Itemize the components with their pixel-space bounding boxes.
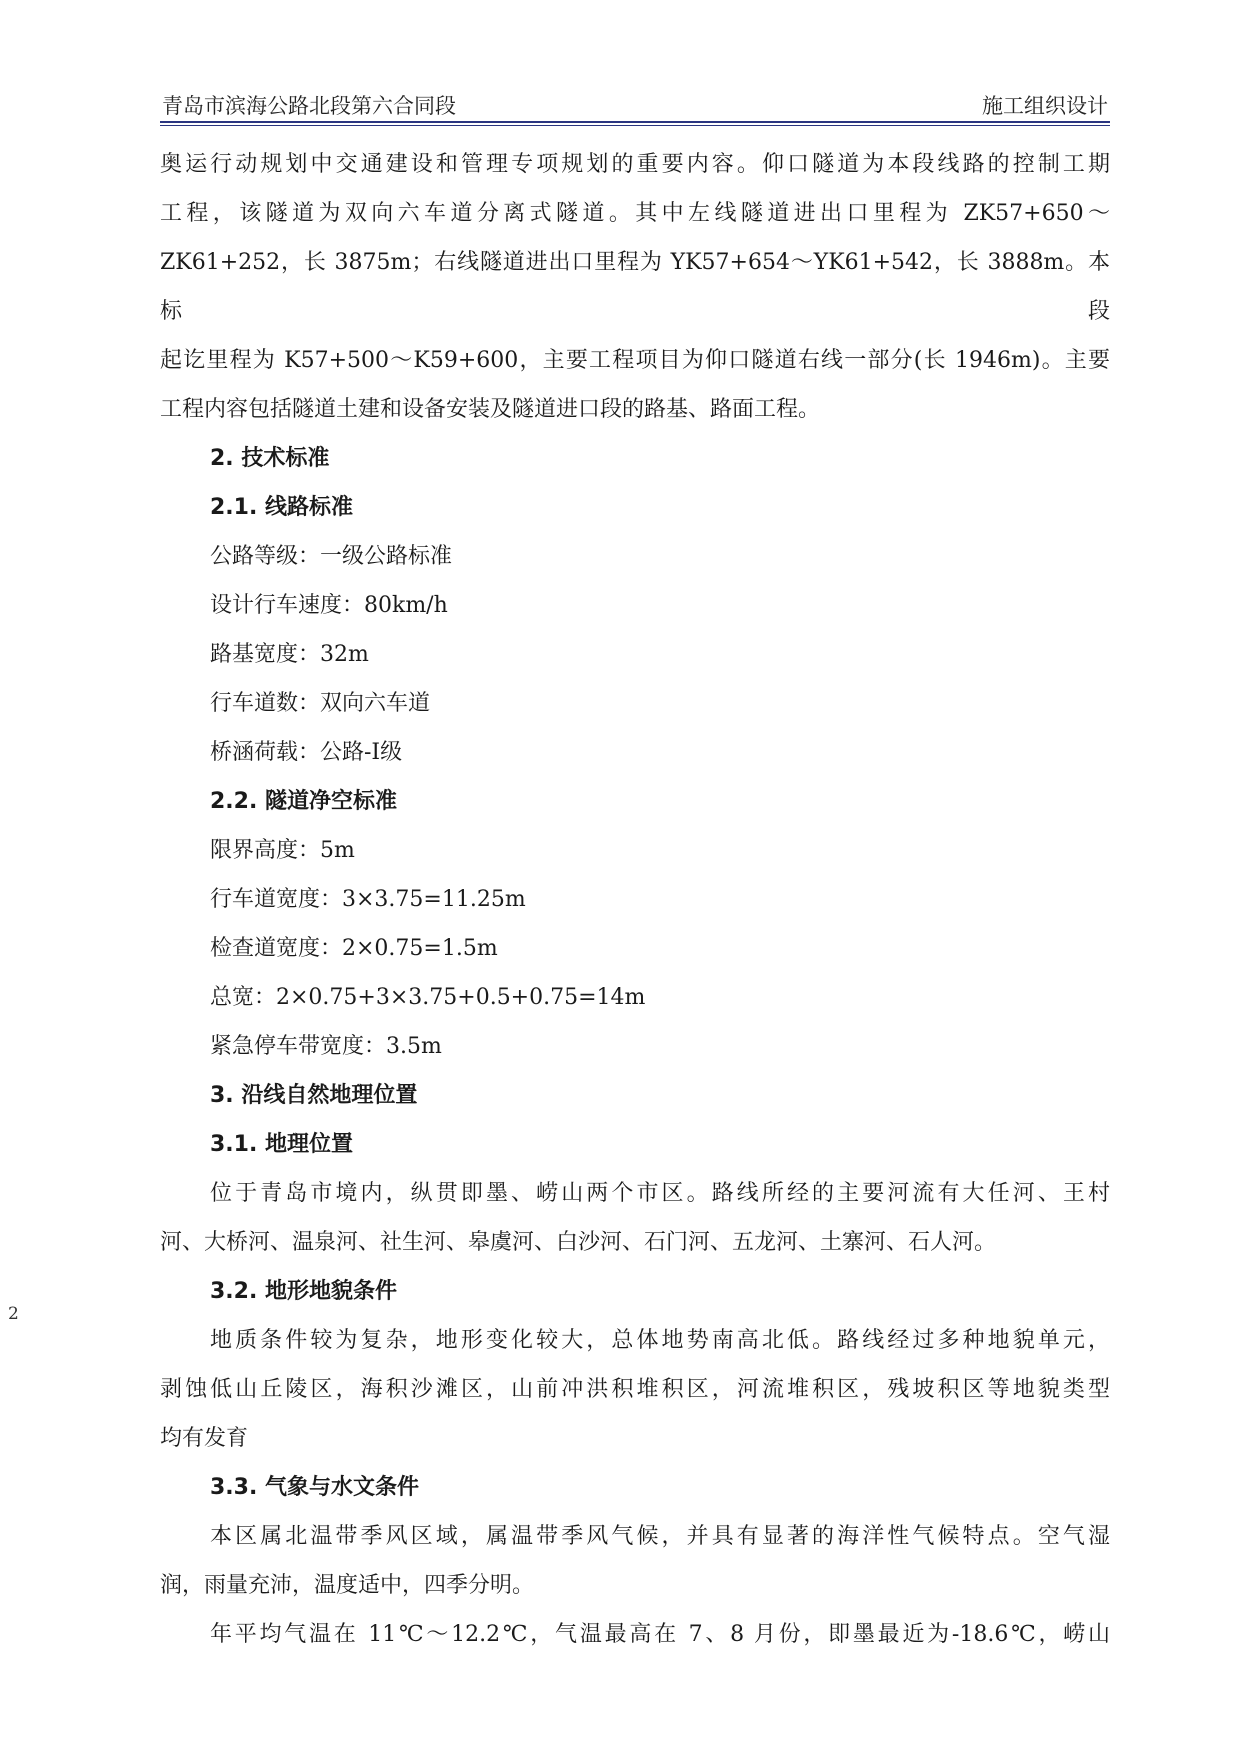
section-heading-3-3: 3.3. 气象与水文条件 — [210, 1475, 419, 1500]
spec-item: 行车道宽度：3×3.75=11.25m — [210, 887, 526, 912]
section-heading-3-1: 3.1. 地理位置 — [210, 1132, 353, 1157]
paragraph-line: 均有发育 — [160, 1426, 249, 1451]
spec-item: 限界高度：5m — [210, 838, 355, 863]
section-heading-2-2: 2.2. 隧道净空标准 — [210, 789, 397, 814]
header-doc-type: 施工组织设计 — [982, 94, 1108, 118]
spec-item: 桥涵荷载：公路-Ⅰ级 — [210, 740, 403, 765]
intro-line: 工程内容包括隧道土建和设备安装及隧道进口段的路基、路面工程。 — [160, 397, 821, 422]
spec-item: 公路等级：一级公路标准 — [210, 544, 453, 569]
spec-item: 行车道数：双向六车道 — [210, 691, 431, 716]
spec-item: 紧急停车带宽度：3.5m — [210, 1034, 442, 1059]
document-body — [160, 140, 1110, 1659]
page-number: 2 — [8, 1304, 19, 1324]
intro-line: 奥运行动规划中交通建设和管理专项规划的重要内容。仰口隧道为本段线路的控制工期 — [160, 152, 1110, 177]
page-header — [160, 86, 1110, 122]
paragraph-line: 剥蚀低山丘陵区，海积沙滩区，山前冲洪积堆积区，河流堆积区，残坡积区等地貌类型 — [160, 1377, 1110, 1402]
section-heading-2-1: 2.1. 线路标准 — [210, 495, 353, 520]
header-rule-thin — [160, 125, 1110, 126]
paragraph-line: 河、大桥河、温泉河、社生河、皋虞河、白沙河、石门河、五龙河、土寨河、石人河。 — [160, 1230, 997, 1255]
paragraph-line: 年平均气温在 11℃～12.2℃，气温最高在 7、8 月份，即墨最近为-18.6℃，崂山 — [210, 1622, 1110, 1647]
paragraph-line: 本区属北温带季风区域，属温带季风气候，并具有显著的海洋性气候特点。空气湿 — [210, 1524, 1110, 1549]
intro-line: 起讫里程为 K57+500～K59+600，主要工程项目为仰口隧道右线一部分(长 1946m)。主要 — [160, 348, 1110, 373]
spec-item: 检查道宽度：2×0.75=1.5m — [210, 936, 498, 961]
spec-item: 设计行车速度：80km/h — [210, 593, 448, 618]
intro-line: ZK61+252，长 3875m；右线隧道进出口里程为 YK57+654～YK61+542，长 3888m。本标段 — [160, 250, 1110, 324]
section-heading-3: 3. 沿线自然地理位置 — [210, 1083, 418, 1108]
section-heading-2: 2. 技术标准 — [210, 446, 330, 471]
spec-item: 总宽：2×0.75+3×3.75+0.5+0.75=14m — [210, 985, 646, 1010]
header-rule-thick — [160, 121, 1110, 123]
intro-line: 工程，该隧道为双向六车道分离式隧道。其中左线隧道进出口里程为 ZK57+650～ — [160, 201, 1110, 226]
paragraph-line: 地质条件较为复杂，地形变化较大，总体地势南高北低。路线经过多种地貌单元， — [210, 1328, 1110, 1353]
spec-item: 路基宽度：32m — [210, 642, 369, 667]
paragraph-line: 润，雨量充沛，温度适中，四季分明。 — [160, 1573, 535, 1598]
paragraph-line: 位于青岛市境内，纵贯即墨、崂山两个市区。路线所经的主要河流有大任河、王村 — [210, 1181, 1110, 1206]
header-project-title: 青岛市滨海公路北段第六合同段 — [162, 94, 456, 118]
section-heading-3-2: 3.2. 地形地貌条件 — [210, 1279, 397, 1304]
